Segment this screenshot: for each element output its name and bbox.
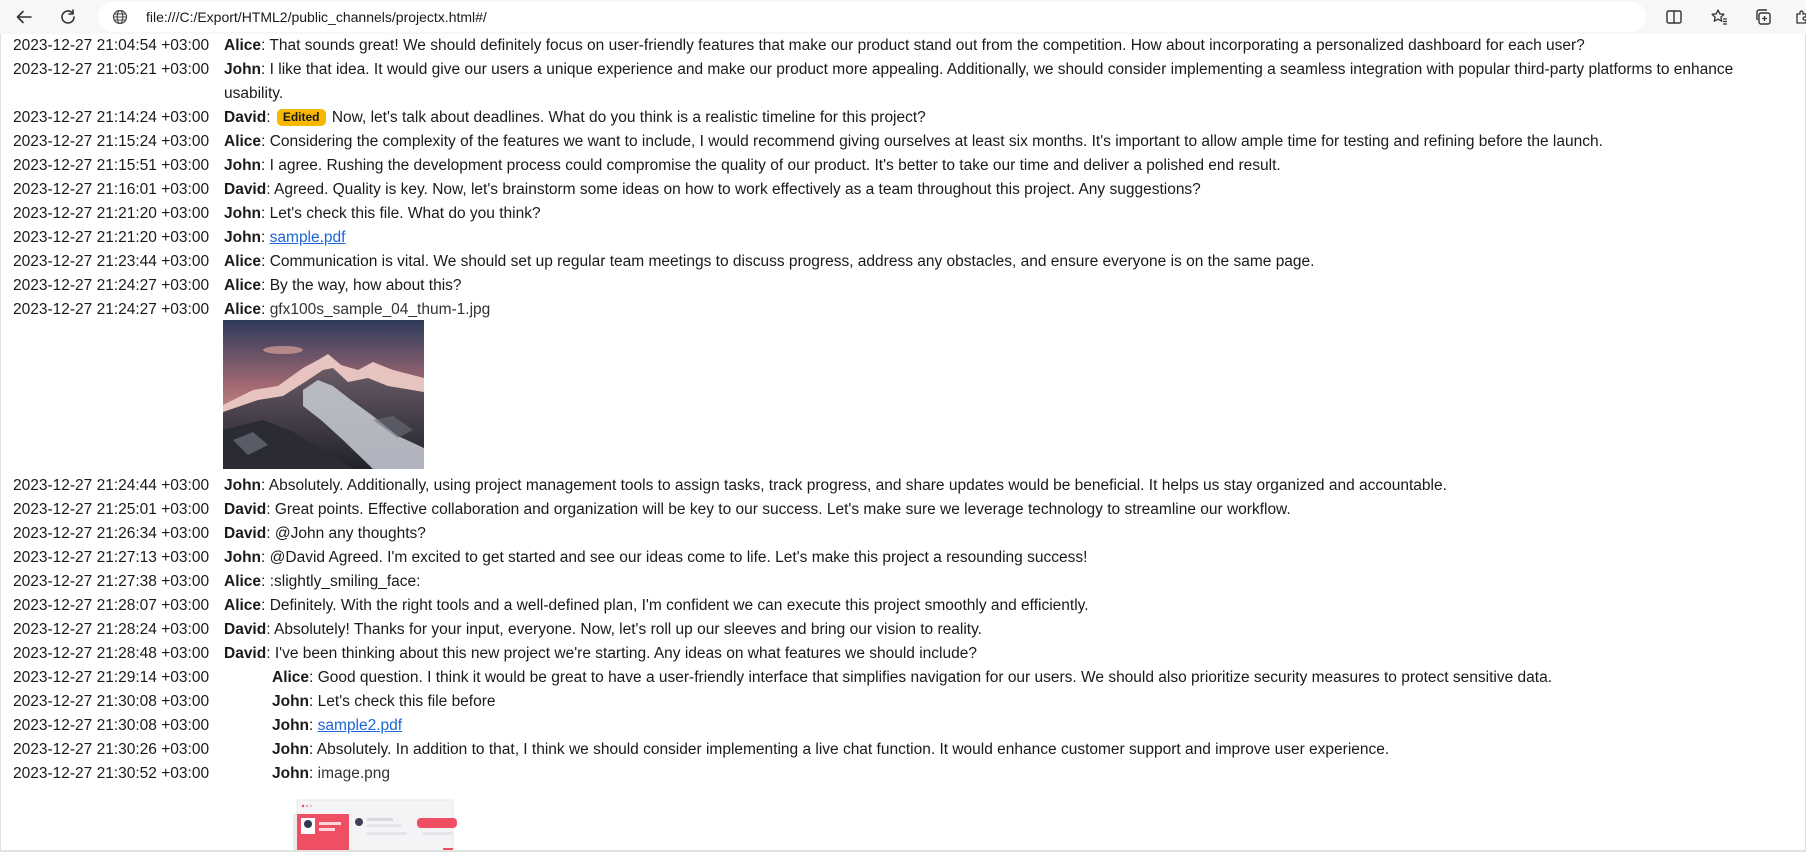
- message-text: Let's check this file before: [317, 693, 496, 710]
- message-text: I've been thinking about this new project we're starting. Any ideas on what features we should include?: [274, 645, 977, 662]
- favorites-button[interactable]: [1705, 3, 1733, 31]
- message-body: David: Agreed. Quality is key. Now, let's brainstorm some ideas on how to work effectively as a team throughout this project. Any suggestions?: [224, 181, 1201, 198]
- message-author: John: [272, 765, 310, 782]
- message-body: Alice: Considering the complexity of the features we want to include, I would recommend giving ourselves at least six months. It's important to allow ample time for testing and refining before the launch.: [224, 133, 1603, 150]
- mountain-photo[interactable]: [223, 320, 424, 469]
- message-body: John: sample.pdf: [224, 229, 346, 246]
- message-timestamp: 2023-12-27 21:30:26 +03:00: [13, 741, 210, 758]
- message-body: Alice: gfx100s_sample_04_thum-1.jpg: [224, 301, 491, 318]
- message-body: Alice: Definitely. With the right tools and a well-defined plan, I'm confident we can execute this project smoothly and efficiently.: [224, 597, 1089, 614]
- message-body: Alice: Good question. I think it would be great to have a user-friendly interface that simplifies navigation for our users. We should also prioritize security measures to protect sensitive data.: [272, 669, 1552, 686]
- message-body: John: sample2.pdf: [272, 717, 403, 734]
- message-timestamp: 2023-12-27 21:27:38 +03:00: [13, 573, 210, 590]
- message-timestamp: 2023-12-27 21:26:34 +03:00: [13, 525, 210, 542]
- message-author: John: [224, 157, 262, 174]
- collections-icon: [1754, 8, 1772, 26]
- message-body: Alice: That sounds great! We should definitely focus on user-friendly features that make our product stand out from the competition. How about incorporating a personalized dashboard for each user?: [224, 37, 1585, 54]
- message-timestamp: 2023-12-27 21:05:21 +03:00: [13, 61, 210, 78]
- edited-badge: Edited: [277, 109, 326, 126]
- message-text: Good question. I think it would be great to have a user-friendly interface that simplifies navigation for our users. We should also prioritize security measures to protect sensitive data.: [317, 669, 1552, 686]
- message-author: Alice: [224, 597, 262, 614]
- screenshot-thumbnail[interactable]: [277, 796, 467, 852]
- message-text: @David Agreed. I'm excited to get started and see our ideas come to life. Let's make this project a resounding success!: [269, 549, 1088, 566]
- message-author: David: [224, 501, 267, 518]
- message-author: David: [224, 525, 267, 542]
- message-body: John: @David Agreed. I'm excited to get started and see our ideas come to life. Let's make this project a resounding success!: [224, 549, 1088, 566]
- message-timestamp: 2023-12-27 21:21:20 +03:00: [13, 205, 210, 222]
- message-body: John: image.png: [272, 765, 391, 782]
- message-body: John: Absolutely. In addition to that, I think we should consider implementing a live chat function. It would enhance customer support and improve user experience.: [272, 741, 1390, 758]
- back-icon: [15, 8, 33, 26]
- message-body: Alice: :slightly_smiling_face:: [224, 573, 421, 590]
- message-text: Absolutely. Additionally, using project management tools to assign tasks, track progress, and share updates would be beneficial. It helps us stay organized and accountable.: [268, 477, 1447, 494]
- attachment-filename: gfx100s_sample_04_thum-1.jpg: [269, 301, 491, 318]
- attachment-filename: image.png: [317, 765, 391, 782]
- message-body: David: Edited Now, let's talk about deadlines. What do you think is a realistic timeline for this project?: [224, 109, 926, 126]
- message-timestamp: 2023-12-27 21:04:54 +03:00: [13, 37, 210, 54]
- message-body: John: I like that idea. It would give our users a unique experience and make our product more appealing. Additionally, we should consider implementing a seamless integration with popular third-party platforms to enhance usability.: [224, 61, 1734, 102]
- globe-icon: [112, 9, 128, 25]
- address-bar[interactable]: [98, 2, 1646, 32]
- message-text: I agree. Rushing the development process could compromise the quality of our product. It's better to take our time and deliver a polished end result.: [269, 157, 1281, 174]
- message-timestamp: 2023-12-27 21:27:13 +03:00: [13, 549, 210, 566]
- screenshot-image: [277, 796, 467, 852]
- message-body: John: Let's check this file before: [272, 693, 496, 710]
- message-text: Now, let's talk about deadlines. What do you think is a realistic timeline for this project?: [331, 109, 926, 126]
- message-author: John: [224, 477, 262, 494]
- split-screen-button[interactable]: [1660, 3, 1688, 31]
- browser-toolbar: [0, 0, 1806, 34]
- message-timestamp: 2023-12-27 21:15:51 +03:00: [13, 157, 210, 174]
- message-author: John: [272, 717, 310, 734]
- message-timestamp: 2023-12-27 21:30:08 +03:00: [13, 693, 210, 710]
- message-body: John: Let's check this file. What do you think?: [224, 205, 541, 222]
- message-author: Alice: [224, 253, 262, 270]
- message-timestamp: 2023-12-27 21:15:24 +03:00: [13, 133, 210, 150]
- message-text: Great points. Effective collaboration and organization will be key to our success. Let's make sure we leverage technology to streamline our workflow.: [274, 501, 1291, 518]
- message-author: Alice: [224, 301, 262, 318]
- chat-log: [0, 34, 1806, 852]
- message-author: Alice: [224, 277, 262, 294]
- message-author: John: [272, 693, 310, 710]
- message-author: John: [224, 205, 262, 222]
- message-timestamp: 2023-12-27 21:16:01 +03:00: [13, 181, 210, 198]
- collections-button[interactable]: [1749, 3, 1777, 31]
- message-timestamp: 2023-12-27 21:30:52 +03:00: [13, 765, 210, 782]
- message-body: David: @John any thoughts?: [224, 525, 426, 542]
- message-text: @John any thoughts?: [274, 525, 426, 542]
- message-text: Definitely. With the right tools and a well-defined plan, I'm confident we can execute this project smoothly and efficiently.: [269, 597, 1089, 614]
- message-timestamp: 2023-12-27 21:30:08 +03:00: [13, 717, 210, 734]
- message-text: That sounds great! We should definitely focus on user-friendly features that make our product stand out from the competition. How about incorporating a personalized dashboard for each user?: [269, 37, 1585, 54]
- message-author: Alice: [272, 669, 310, 686]
- message-body: John: Absolutely. Additionally, using project management tools to assign tasks, track progress, and share updates would be beneficial. It helps us stay organized and accountable.: [224, 477, 1447, 494]
- message-text: :slightly_smiling_face:: [269, 573, 421, 590]
- refresh-button[interactable]: [54, 3, 82, 31]
- message-body: John: I agree. Rushing the development process could compromise the quality of our product. It's better to take our time and deliver a polished end result.: [224, 157, 1281, 174]
- message-timestamp: 2023-12-27 21:14:24 +03:00: [13, 109, 210, 126]
- message-timestamp: 2023-12-27 21:24:27 +03:00: [13, 301, 210, 318]
- message-author: David: [224, 645, 267, 662]
- message-timestamp: 2023-12-27 21:28:48 +03:00: [13, 645, 210, 662]
- message-author: David: [224, 181, 267, 198]
- message-text: By the way, how about this?: [269, 277, 462, 294]
- message-author: John: [224, 549, 262, 566]
- message-text: Absolutely! Thanks for your input, everyone. Now, let's roll up our sleeves and bring our vision to reality.: [273, 621, 982, 638]
- message-author: David: [224, 621, 267, 638]
- message-body: David: Absolutely! Thanks for your input, everyone. Now, let's roll up our sleeves and bring our vision to reality.: [224, 621, 982, 638]
- extensions-icon: [1793, 8, 1806, 26]
- message-timestamp: 2023-12-27 21:28:24 +03:00: [13, 621, 210, 638]
- message-text: Let's check this file. What do you think?: [269, 205, 541, 222]
- message-timestamp: 2023-12-27 21:21:20 +03:00: [13, 229, 210, 246]
- message-body: Alice: Communication is vital. We should set up regular team meetings to discuss progress, address any obstacles, and ensure everyone is on the same page.: [224, 253, 1315, 270]
- message-body: David: I've been thinking about this new project we're starting. Any ideas on what features we should include?: [224, 645, 977, 662]
- message-timestamp: 2023-12-27 21:24:44 +03:00: [13, 477, 210, 494]
- message-body: Alice: By the way, how about this?: [224, 277, 462, 294]
- favorites-icon: [1710, 8, 1728, 26]
- file-link[interactable]: sample.pdf: [269, 229, 346, 246]
- message-timestamp: 2023-12-27 21:28:07 +03:00: [13, 597, 210, 614]
- extensions-button[interactable]: [1788, 3, 1806, 31]
- message-author: David: [224, 109, 267, 126]
- message-text: Communication is vital. We should set up regular team meetings to discuss progress, address any obstacles, and ensure everyone is on the same page.: [269, 253, 1315, 270]
- message-timestamp: 2023-12-27 21:23:44 +03:00: [13, 253, 210, 270]
- message-author: Alice: [224, 573, 262, 590]
- message-text: Considering the complexity of the features we want to include, I would recommend giving ourselves at least six months. It's important to allow ample time for testing and refining before the launch.: [269, 133, 1603, 150]
- file-link[interactable]: sample2.pdf: [317, 717, 403, 734]
- message-timestamp: 2023-12-27 21:29:14 +03:00: [13, 669, 210, 686]
- message-text: Absolutely. In addition to that, I think we should consider implementing a live chat function. It would enhance customer support and improve user experience.: [316, 741, 1390, 758]
- message-author: John: [224, 61, 262, 78]
- message-author: Alice: [224, 37, 262, 54]
- message-timestamp: 2023-12-27 21:25:01 +03:00: [13, 501, 210, 518]
- message-text: Agreed. Quality is key. Now, let's brainstorm some ideas on how to work effectively as a team throughout this project. Any suggestions?: [273, 181, 1201, 198]
- message-timestamp: 2023-12-27 21:24:27 +03:00: [13, 277, 210, 294]
- mountain-image: [223, 320, 424, 469]
- back-button[interactable]: [10, 3, 38, 31]
- message-author: John: [272, 741, 310, 758]
- message-author: Alice: [224, 133, 262, 150]
- message-body: David: Great points. Effective collaboration and organization will be key to our success. Let's make sure we leverage technology to streamline our workflow.: [224, 501, 1291, 518]
- message-text: I like that idea. It would give our users a unique experience and make our product more appealing. Additionally, we should consider implementing a seamless integration with popular third-party platforms to enhance usability.: [224, 61, 1734, 102]
- address-url[interactable]: file:///C:/Export/HTML2/public_channels/projectx.html#/: [146, 9, 487, 25]
- refresh-icon: [59, 8, 77, 26]
- message-author: John: [224, 229, 262, 246]
- split-screen-icon: [1665, 8, 1683, 26]
